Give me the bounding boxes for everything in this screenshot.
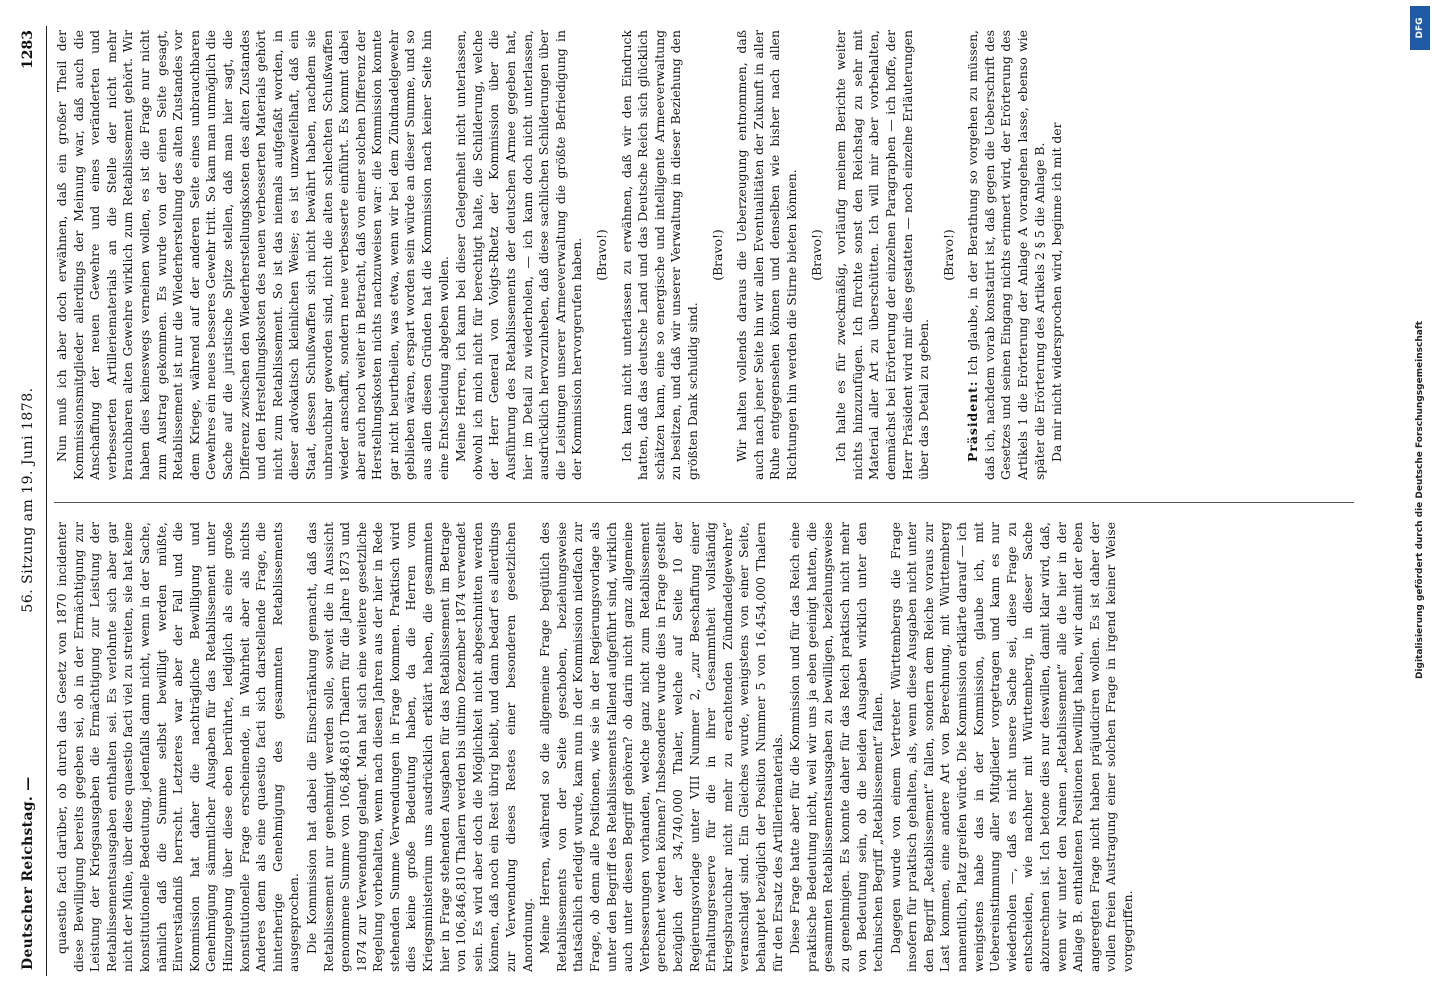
applause-note: (Bravo!) — [594, 229, 609, 281]
dfg-logo-icon — [1410, 6, 1430, 50]
text-column-left — [54, 522, 1366, 972]
funding-credit — [1412, 300, 1428, 700]
applause-note: (Bravo!) — [808, 229, 824, 281]
paragraph: Ich halte es für zweckmäßig, vorläufig meinem Berichte weiter nichts hinzuzufügen. Ich fürchte sonst den Reichstag zu sehr mit Material aller Art zu überschütten. Ich will mir aber vorbehalten, demnächst bei Erörterung der einzelnen Paragraphen — ich hoffe, der Herr Präsident wird mir dies gestatten — noch einzelne Erläuterungen über das Detail zu geben. — [833, 30, 932, 480]
paragraph: Wir halten vollends daraus die Ueberzeugung entnommen, daß auch nach jener Seite hin wir allen Eventualitäten der Zukunft in aller Ruhe entgegensehen können und denselben wie bisher nach allen Richtungen hin werden die Stirne bieten können. — [734, 30, 799, 480]
paragraph: Meine Herren, ich kann bei dieser Gelegenheit nicht unterlassen, obwohl ich mich nicht für berechtigt halte, die Schilderung, welche der Herr General von Voigts-Rhetz der Kommission über die Ausführung des Retablissements der deutschen Armee gegeben hat, hier im Detail zu wiederholen, — ich kann doch nicht unterlassen, ausdrücklich hervorzuheben, daß diese sachlichen Schilderungen über die Leistungen unserer Armeeverwaltung die größte Befriedigung in der Kommission hervorgerufen haben. — [453, 30, 585, 480]
paragraph: Nun muß ich aber doch erwähnen, daß ein großer Theil der Kommissionsmitglieder allerdings der Meinung war, daß auch die Anschaffung der neuen Gewehre und eines veränderten und verbesserten Artilleriematerials an die Stelle der nicht mehr brauchbaren alten Gewehre wirklich zum Retablissement gehört. Wir haben dies keineswegs verneinen wollen, es ist die Frage nur nicht zum Austrag gekommen. Es wurde von der einen Seite gesagt, Retablissement ist nur die Wiederherstellung des alten Zustandes vor dem Kriege, während auf der anderen Seite eines unbrauchbaren Gewehres ein neues besseres Gewehr tritt. So kam man unmöglich die Sache auf die juristische Spitze stellen, daß man hier sagt, die Differenz zwischen den Wiederherstellungskosten des alten Zustandes und den Herstellungskosten des neuen verbesserten Materials gehört nicht zum Retablissement. So ist das niemals aufgefaßt worden, in dieser advokatisch kleinlichen Weise; es ist unzweifelhaft, daß ein Staat, dessen Schußwaffen sich nicht bewährt haben, nachdem sie unbrauchbar geworden sind, nicht die alten schlechten Schußwaffen wieder anschafft, sondern neue verbesserte einführt. Es kommt dabei aber auch noch weiter in Betracht, daß von einer solchen Differenz der Herstellungskosten nichts nachzuweisen war: die Kommission konnte gar nicht beurtheilen, was etwa, wenn wir bei dem Zündnadelgewehr geblieben wären, erspart worden sein würde an dieser Summe, und so aus allen diesen Gründen hat die Kommission nach keiner Seite hin eine Entscheidung abgeben wollen. — [54, 30, 451, 480]
paragraph: Da mir nicht widersprochen wird, beginne ich mit der — [1049, 122, 1065, 462]
speaker-label: Präsident: — [965, 380, 981, 462]
paragraph: Ich kann nicht unterlassen zu erwähnen, daß wir den Eindruck hatten, daß das deutsche Land und das Deutsche Reich sich glücklich schätzen kann, eine so energische und intelligente Armeeverwaltung zu besitzen, und daß wir unserer Verwaltung in dieser Beziehung den größten Dank schuldig sind. — [618, 30, 700, 480]
text-column-right — [54, 30, 1366, 480]
header-rule — [46, 26, 47, 976]
paragraph: quaestio facti darüber, ob durch das Gesetz von 1870 incidenter diese Bewilligung bereits gegeben sei, ob in der Ermächtigung zur Leistung der Kriegsausgaben die Ermächtigung zur Leistung der Retablissementsausgaben enthalten sei. Es verlohnte sich aber gar nicht der Mühe, über diese quaestio facti viel zu streiten, sie hat keine konstitutionelle Bedeutung, jedenfalls dann nicht, wenn in der Sache, nämlich daß die Summe selbst bewilligt werden müßte, Einverständniß herrscht. Letzteres war aber der Fall und die Kommission hat daher die nachträgliche Bewilligung und Genehmigung sämmtlicher Ausgaben für das Retablissement unter Hinzugebung über diese eben berührte, lediglich als eine große konstitutionelle Frage erscheinende, in Wahrheit aber als nichts Anderes denn als eine quaestio facti sich darstellende Frage, die hinterherige Genehmigung des gesammten Retablissements ausgesprochen. — [54, 522, 302, 972]
session-title: 56. Sitzung am 19. Juni 1878. — [20, 387, 36, 613]
president-paragraph — [965, 30, 1048, 480]
digitization-sidebar — [1406, 0, 1432, 1000]
funding-credit-text: Digitalisierung gefördert durch die Deutsche Forschungsgemeinschaft — [1415, 320, 1425, 680]
speech-text: Ich glaube, in der Berathung so vorgehen zu müssen, daß ich, nachdem vorab konstatirt ist, daß gegen die Ueberschrift des Gesetzes und seinen Eingang nichts erinnert wird, der Erörterung des Artikels 1 die Erörterung der Anlage A vorangehen lasse, ebenso wie später die Erörterung des Artikels 2 § 5 die Anlage B. — [965, 30, 1047, 480]
column-divider — [54, 502, 1354, 503]
dfg-logo-text: DFG — [1415, 17, 1425, 39]
paragraph: Die Kommission hat dabei die Einschränkung gemacht, daß das Retablissement nur genehmigt werden solle, soweit die in Aussicht genommene Summe von 106,846,810 Thalern für die Jahre 1873 und 1874 zur Verwendung gelangt. Man hat sich eine weitere gesetzliche Regelung vorbehalten, wenn nach diesen Jahren aus der hier in Rede stehenden Summe Verwendungen in Frage kommen. Praktisch wird dies keine große Bedeutung haben, da die Herren vom Kriegsministerium uns ausdrücklich erklärt haben, die gesammten hier in Frage stehenden Ausgaben für das Retablissement im Betrage von 106,846,810 Thalern werden bis ultimo Dezember 1874 verwendet sein. Es wird aber doch die Möglichkeit nicht abgeschnitten werden können, daß noch ein Rest übrig bleibt, und dann bedarf es allerdings zur Verwendung dieses Restes einer besonderen gesetzlichen Anordnung. — [303, 522, 535, 972]
paragraph: Dagegen wurde von einem Vertreter Württembergs die Frage insofern für praktisch gehalten, als, wenn diese Ausgaben nicht unter den Begriff „Retablissement“ fallen, sondern dem Reiche voraus zur Last kommen, eine andere Art von Berechnung, mit Württemberg namentlich, Platz greifen würde. Die Kommission erklärte darauf — ich wenigstens habe das in der Kommission, glaube ich, mit Uebereinstimmung aller Mitglieder vorgetragen und kann es nur wiederholen —, daß es nicht unsere Sache sei, diese Frage zu entscheiden, wie nachher mit Württemberg, in dieser Sache abzurechnen ist. Ich betone dies nur deswillen, damit klar wird, daß, wenn wir unter den Namen „Retablissement“ alle die hier in der Anlage B. enthaltenen Positionen bewilligt haben, wir damit der eben angeregten Frage nicht haben präjudiciren wollen. Es ist daher der vollen freien Austragung einer solchen Frage in irgend keiner Weise vorgegriffen. — [887, 522, 1135, 972]
applause-note: (Bravo!) — [940, 229, 956, 281]
applause-note: (Bravo!) — [709, 229, 725, 281]
paragraph: Diese Frage hatte aber für die Kommission und für das Reich eine praktische Bedeutung nicht, weil wir uns ja eben geeinigt hatten, die gesammten Retablissementsausgaben zu bewilligen, beziehungsweise zu genehmigen. Es konnte daher für das Reich praktisch nicht mehr von Bedeutung sein, ob die beiden Ausgaben wirklich unter den technischen Begriff „Retablissement“ fallen. — [787, 522, 886, 972]
publication-title: Deutscher Reichstag. — — [20, 776, 36, 970]
page-number: 1283 — [20, 30, 36, 69]
page-header — [20, 30, 44, 970]
paragraph: Meine Herren, während so die allgemeine Frage begütlich des Retablissements von der Seite geschoben, beziehungsweise thatsächlich erledigt wurde, kam nun in der Kommission niedfach zur Frage, ob denn alle Positionen, wie sie in der Regierungsvorlage als unter den Begriff des Retablissements fallend aufgeführt sind, wirklich auch unter diesen Begriff gehören? ob darin nicht ganz allgemeine Verbesserungen vorhanden, welche ganz nicht zum Retablissement gerechnet werden können? Insbesondere wurde dies in Frage gestellt bezüglich der 34,740,000 Thaler, welche auf Seite 10 der Regierungsvorlage unter VIII Nummer 2, „zur Beschaffung einer Erhaltungsreserve für die in ihrer Gesammtheit vollständig kriegsbrauchbar nicht mehr zu erachtenden Zündnadelgewehre“ veranschlagt sind. Ein Gleiches wurde, wenigstens von einer Seite, behauptet bezüglich der Position Nummer 5 von 16,454,000 Thalern für den Ersatz des Artilleriematerials. — [537, 522, 785, 972]
